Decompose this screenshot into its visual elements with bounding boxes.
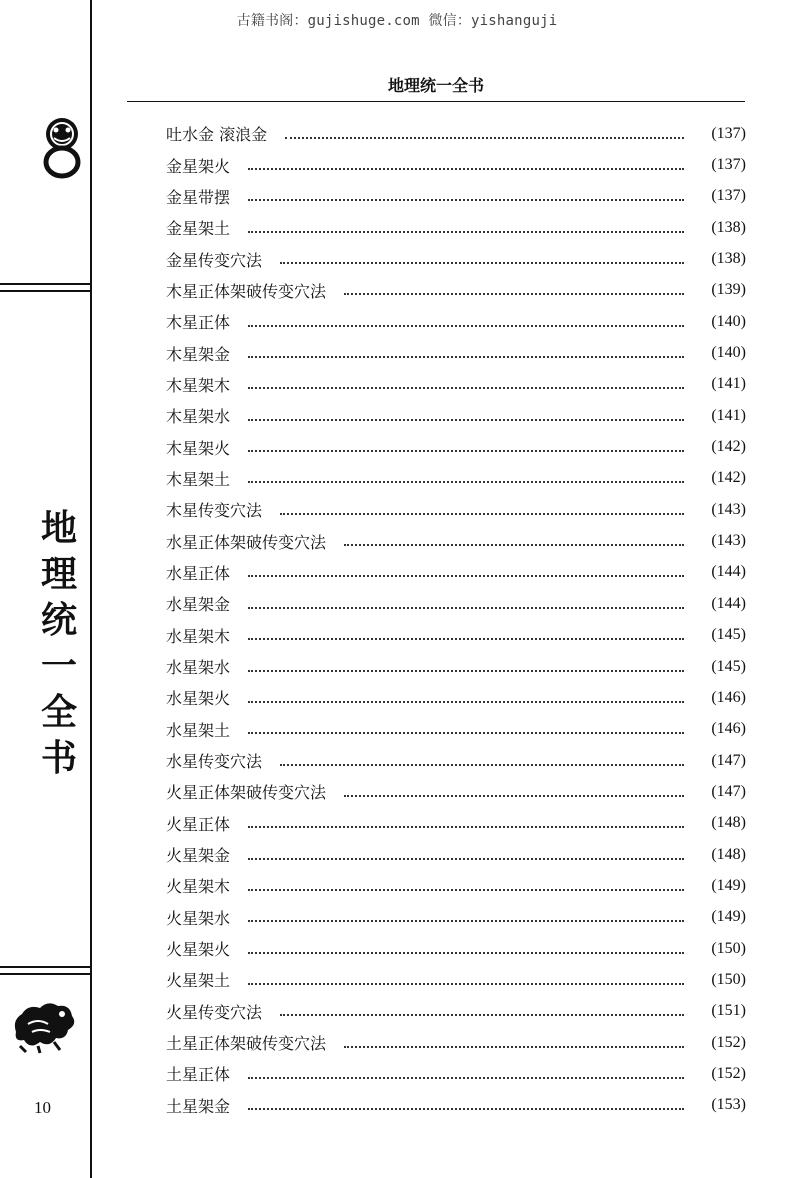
- toc-entry-title: 木星架金: [166, 344, 231, 364]
- dot-leader: [248, 904, 684, 922]
- toc-entry-title: 木星正体: [166, 313, 231, 333]
- dot-leader: [248, 1061, 684, 1079]
- toc-entry-title: 水星正体架破传变穴法: [166, 532, 327, 552]
- toc-entry-page: (152): [711, 1033, 746, 1051]
- dot-leader: [248, 873, 684, 891]
- dot-leader: [248, 465, 684, 483]
- toc-entry-title: 土星正体: [166, 1065, 231, 1085]
- toc-entry-page: (150): [711, 939, 746, 957]
- toc-entry[interactable]: [166, 525, 746, 556]
- dot-leader: [248, 1092, 684, 1110]
- toc-entry[interactable]: [166, 149, 746, 180]
- toc-entry-page: (142): [711, 438, 746, 456]
- dot-leader: [280, 748, 684, 766]
- toc-entry-title: 火星架金: [166, 846, 231, 866]
- side-title-char: 一: [40, 645, 77, 687]
- toc-entry-page: (141): [711, 406, 746, 424]
- dot-leader: [248, 371, 684, 389]
- toc-entry-title: 水星正体: [166, 563, 231, 583]
- toc-entry-title: 火星正体架破传变穴法: [166, 783, 327, 803]
- toc-entry[interactable]: [166, 463, 746, 494]
- dot-leader: [344, 1030, 684, 1048]
- toc-entry-page: (146): [711, 720, 746, 738]
- side-title-char: 地: [40, 507, 77, 549]
- dot-leader: [248, 810, 684, 828]
- toc-entry[interactable]: [166, 808, 746, 839]
- toc-entry[interactable]: [166, 745, 746, 776]
- toc-entry-page: (140): [711, 312, 746, 330]
- toc-entry[interactable]: [166, 431, 746, 462]
- toc-entry[interactable]: [166, 118, 746, 149]
- toc-entry-title: 木星传变穴法: [166, 501, 263, 521]
- toc-entry-page: (145): [711, 626, 746, 644]
- dot-leader: [248, 685, 684, 703]
- door-knocker-icon: [40, 116, 84, 180]
- toc-entry-title: 木星正体架破传变穴法: [166, 281, 327, 301]
- dot-leader: [248, 559, 684, 577]
- toc-entry[interactable]: [166, 181, 746, 212]
- toc-entry[interactable]: [166, 337, 746, 368]
- toc-entry-page: (150): [711, 970, 746, 988]
- toc-entry[interactable]: [166, 1058, 746, 1089]
- toc-entry-page: (147): [711, 751, 746, 769]
- dot-leader: [248, 183, 684, 201]
- toc-entry-title: 金星传变穴法: [166, 250, 263, 270]
- dot-leader: [248, 403, 684, 421]
- toc-entry-page: (146): [711, 688, 746, 706]
- toc-entry[interactable]: [166, 243, 746, 274]
- toc-entry-title: 木星架火: [166, 438, 231, 458]
- toc-entry-page: (153): [711, 1096, 746, 1114]
- toc-entry-title: 金星架火: [166, 156, 231, 176]
- dot-leader: [248, 967, 684, 985]
- toc-entry[interactable]: [166, 870, 746, 901]
- toc-entry-title: 金星带摆: [166, 187, 231, 207]
- toc-entry-page: (147): [711, 782, 746, 800]
- toc-entry-page: (152): [711, 1064, 746, 1082]
- toc-entry[interactable]: [166, 1090, 746, 1121]
- toc-entry[interactable]: [166, 651, 746, 682]
- dot-leader: [280, 497, 684, 515]
- toc-entry-page: (144): [711, 563, 746, 581]
- toc-entry-page: (137): [711, 124, 746, 142]
- margin-band-rule: [0, 973, 91, 975]
- dot-leader: [280, 998, 684, 1016]
- toc-entry-title: 水星架火: [166, 689, 231, 709]
- dot-leader: [344, 779, 684, 797]
- toc-entry-page: (142): [711, 469, 746, 487]
- toc-entry-title: 吐水金 滚浪金: [166, 125, 268, 145]
- toc-entry-title: 木星架木: [166, 375, 231, 395]
- margin-band-rule: [0, 966, 91, 968]
- margin-band-rule: [0, 290, 91, 292]
- toc-entry-page: (149): [711, 876, 746, 894]
- dot-leader: [248, 340, 684, 358]
- toc-entry-title: 木星架水: [166, 407, 231, 427]
- dot-leader: [280, 246, 684, 264]
- toc-entry[interactable]: [166, 714, 746, 745]
- toc-entry-title: 水星架土: [166, 720, 231, 740]
- side-title-char: 理: [40, 553, 77, 595]
- side-title-char: 全: [40, 691, 77, 733]
- toc-entry[interactable]: [166, 839, 746, 870]
- toc-entry-title: 火星架木: [166, 877, 231, 897]
- dot-leader: [248, 654, 684, 672]
- toc-entry[interactable]: [166, 557, 746, 588]
- toc-entry[interactable]: [166, 933, 746, 964]
- header-rule: [127, 101, 745, 102]
- toc-entry-title: 金星架土: [166, 219, 231, 239]
- dot-leader: [248, 309, 684, 327]
- toc-entry[interactable]: [166, 620, 746, 651]
- toc-entry[interactable]: [166, 588, 746, 619]
- toc-entry[interactable]: [166, 400, 746, 431]
- watermark: 古籍书阁：gujishuge.com 微信：yishanguji: [236, 13, 558, 29]
- toc-entry[interactable]: [166, 964, 746, 995]
- toc-entry-page: (151): [711, 1002, 746, 1020]
- toc-entry-title: 火星架土: [166, 971, 231, 991]
- dot-leader: [248, 152, 684, 170]
- toc-entry-title: 火星架水: [166, 908, 231, 928]
- dot-leader: [248, 591, 684, 609]
- toc-entry[interactable]: [166, 902, 746, 933]
- toc-entry-page: (137): [711, 187, 746, 205]
- toc-entry-title: 水星架木: [166, 626, 231, 646]
- side-title: [36, 505, 82, 781]
- margin-rule: [90, 0, 92, 1178]
- toc-entry-page: (148): [711, 814, 746, 832]
- toc-entry[interactable]: [166, 682, 746, 713]
- dot-leader: [248, 434, 684, 452]
- toc-entry[interactable]: [166, 306, 746, 337]
- toc-entry-page: (137): [711, 156, 746, 174]
- side-title-char: 统: [40, 599, 77, 641]
- toc-entry[interactable]: [166, 275, 746, 306]
- toc-entry[interactable]: [166, 494, 746, 525]
- toc-entry-page: (139): [711, 281, 746, 299]
- toc-entry[interactable]: [166, 369, 746, 400]
- toc-entry-title: 水星架金: [166, 595, 231, 615]
- toc-entry-page: (145): [711, 657, 746, 675]
- dot-leader: [285, 121, 684, 139]
- toc-entry-page: (141): [711, 375, 746, 393]
- toc-entry-page: (143): [711, 532, 746, 550]
- toc-entry-page: (138): [711, 218, 746, 236]
- running-head: 地理统一全书: [387, 76, 484, 95]
- toc-entry-page: (143): [711, 500, 746, 518]
- toc-entry-title: 木星架土: [166, 469, 231, 489]
- dot-leader: [344, 528, 684, 546]
- toc-entry[interactable]: [166, 212, 746, 243]
- mythical-beast-icon: [8, 994, 78, 1054]
- toc-entry-title: 火星架火: [166, 940, 231, 960]
- toc-entry-title: 火星正体: [166, 814, 231, 834]
- dot-leader: [248, 716, 684, 734]
- toc-entry-title: 火星传变穴法: [166, 1002, 263, 1022]
- toc-entry-page: (138): [711, 250, 746, 268]
- toc-entry-page: (140): [711, 344, 746, 362]
- toc-entry[interactable]: [166, 776, 746, 807]
- toc-entry-title: 土星架金: [166, 1096, 231, 1116]
- side-title-char: 书: [40, 737, 77, 779]
- toc-entry[interactable]: [166, 1027, 746, 1058]
- toc-entry-page: (148): [711, 845, 746, 863]
- toc-entry-page: (149): [711, 908, 746, 926]
- dot-leader: [248, 622, 684, 640]
- toc-entry-page: (144): [711, 594, 746, 612]
- toc-entry-title: 土星正体架破传变穴法: [166, 1034, 327, 1054]
- toc-entry-title: 水星架水: [166, 658, 231, 678]
- table-of-contents: [166, 118, 746, 1121]
- dot-leader: [248, 215, 684, 233]
- toc-entry-title: 水星传变穴法: [166, 752, 263, 772]
- toc-entry[interactable]: [166, 996, 746, 1027]
- dot-leader: [248, 842, 684, 860]
- dot-leader: [344, 277, 684, 295]
- margin-band-rule: [0, 283, 91, 285]
- page-number: 10: [34, 1098, 51, 1117]
- dot-leader: [248, 936, 684, 954]
